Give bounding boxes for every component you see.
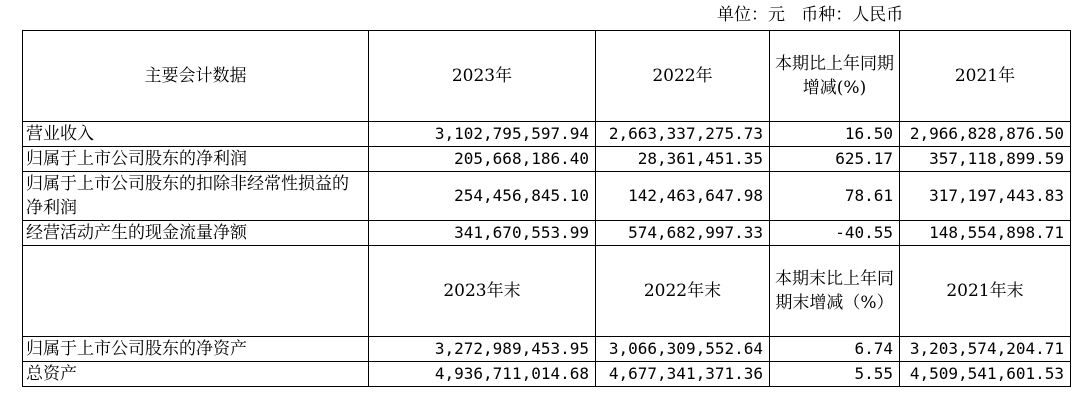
row-label: 归属于上市公司股东的净利润 — [23, 147, 369, 172]
value-2023: 4,936,711,014.68 — [369, 362, 596, 387]
value-2021: 317,197,443.83 — [900, 172, 1071, 221]
value-2022: 28,361,451.35 — [596, 147, 770, 172]
table-row — [23, 147, 1071, 172]
value-change: 625.17 — [770, 147, 900, 172]
value-change: 78.61 — [770, 172, 900, 221]
row-label: 归属于上市公司股东的净资产 — [23, 337, 369, 362]
value-2021: 3,203,574,204.71 — [900, 337, 1071, 362]
value-2023: 3,102,795,597.94 — [369, 122, 596, 147]
table-row — [23, 122, 1071, 147]
header-2023-end: 2023年末 — [369, 246, 596, 337]
header-2022-end: 2022年末 — [596, 246, 770, 337]
row-label: 归属于上市公司股东的扣除非经常性损益的净利润 — [23, 172, 369, 221]
table-row — [23, 221, 1071, 246]
value-2023: 341,670,553.99 — [369, 221, 596, 246]
table-row — [23, 172, 1071, 221]
value-change: 6.74 — [770, 337, 900, 362]
header-change-pct: 本期比上年同期增减(%) — [770, 31, 900, 122]
table-row — [23, 337, 1071, 362]
value-change: 5.55 — [770, 362, 900, 387]
header-2022: 2022年 — [596, 31, 770, 122]
value-2022: 2,663,337,275.73 — [596, 122, 770, 147]
value-2022: 574,682,997.33 — [596, 221, 770, 246]
value-2022: 4,677,341,371.36 — [596, 362, 770, 387]
unit-currency-note: 单位：元 币种：人民币 — [717, 5, 904, 25]
value-2022: 3,066,309,552.64 — [596, 337, 770, 362]
value-2021: 148,554,898.71 — [900, 221, 1071, 246]
row-label: 总资产 — [23, 362, 369, 387]
value-change: 16.50 — [770, 122, 900, 147]
value-2023: 3,272,989,453.95 — [369, 337, 596, 362]
value-2021: 2,966,828,876.50 — [900, 122, 1071, 147]
key-accounting-data-table — [22, 30, 1071, 387]
table-subheader-row — [23, 246, 1071, 337]
row-label: 营业收入 — [23, 122, 369, 147]
header-2021: 2021年 — [900, 31, 1071, 122]
header-main-data: 主要会计数据 — [23, 31, 369, 122]
row-label: 经营活动产生的现金流量净额 — [23, 221, 369, 246]
value-2021: 357,118,899.59 — [900, 147, 1071, 172]
header-blank — [23, 246, 369, 337]
value-2022: 142,463,647.98 — [596, 172, 770, 221]
value-change: -40.55 — [770, 221, 900, 246]
value-2021: 4,509,541,601.53 — [900, 362, 1071, 387]
value-2023: 254,456,845.10 — [369, 172, 596, 221]
table-header-row — [23, 31, 1071, 122]
header-2021-end: 2021年末 — [900, 246, 1071, 337]
header-period-end-change-pct: 本期末比上年同期末增减（%） — [770, 246, 900, 337]
table-row — [23, 362, 1071, 387]
header-2023: 2023年 — [369, 31, 596, 122]
value-2023: 205,668,186.40 — [369, 147, 596, 172]
